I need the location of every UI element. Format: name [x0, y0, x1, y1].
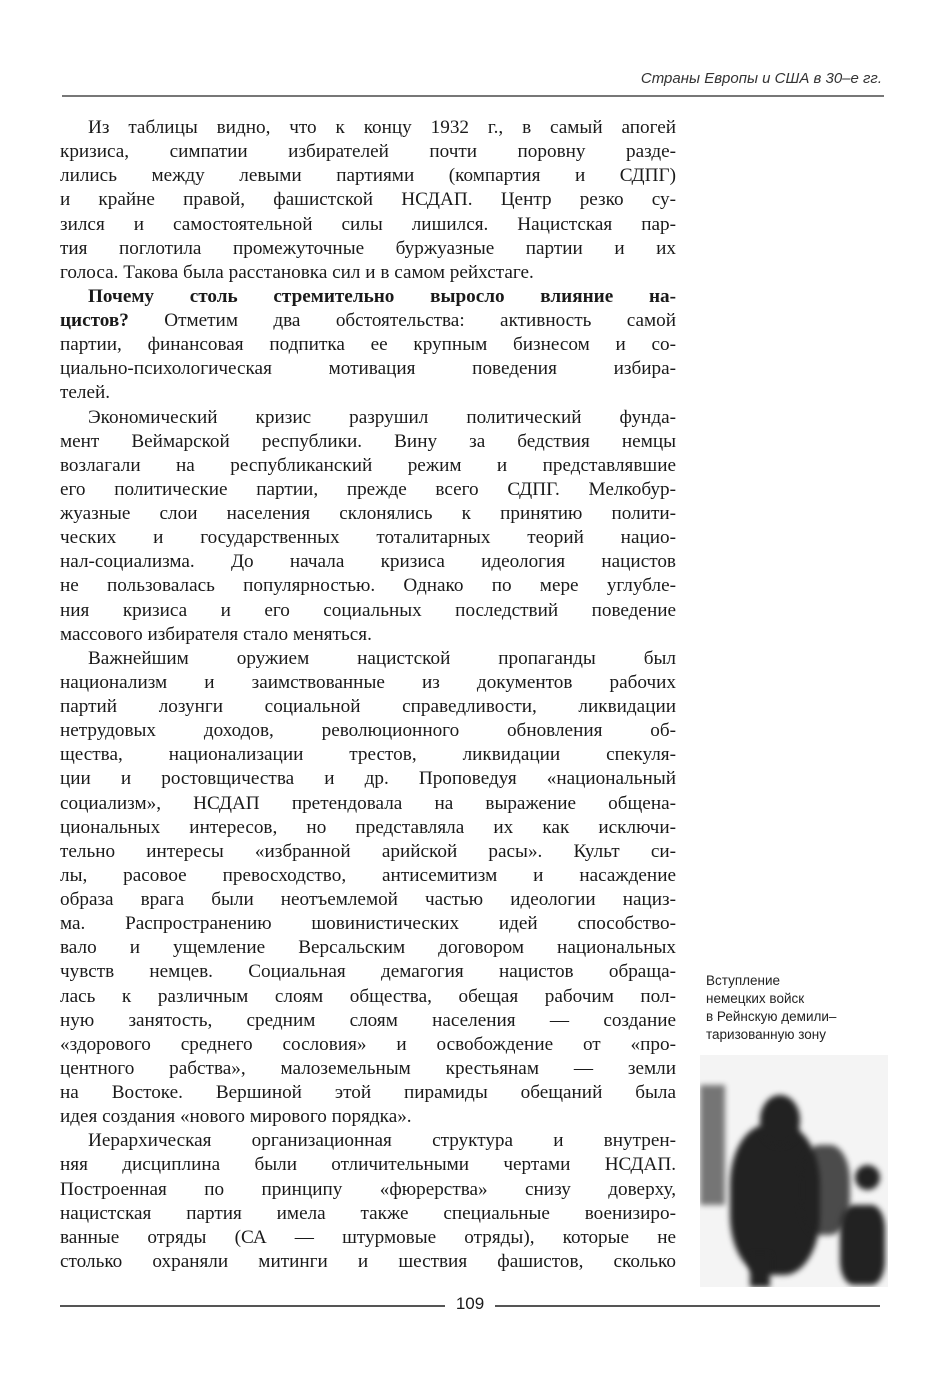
line-text: партий лозунги социальной справедливости, ликвидации — [60, 696, 676, 717]
line-text: голоса. Такова была расстановка сил и в самом рейхстаге. — [60, 261, 534, 283]
line-text: столько охраняли митинги и шествия фашистов, сколько — [60, 1250, 676, 1272]
text-line — [60, 960, 676, 984]
line-text: Важнейшим оружием нацистской пропаганды был — [88, 647, 676, 669]
text-line — [60, 1226, 676, 1250]
body-text — [60, 116, 676, 1274]
text-line — [60, 912, 676, 936]
line-text: телей. — [60, 382, 111, 404]
text-line — [60, 888, 676, 912]
text-line — [60, 1057, 676, 1081]
line-text: национализм и заимствованные из документов рабочих — [60, 671, 676, 693]
text-line — [60, 1202, 676, 1226]
bold-lead: цистов? — [60, 310, 129, 331]
text-line — [60, 381, 676, 405]
text-line — [60, 406, 676, 430]
text-line — [60, 623, 676, 647]
line-text: мент Веймарской республики. Вину за бедствия немцы — [60, 430, 676, 452]
caption-line: Вступление — [706, 973, 781, 988]
text-line — [60, 1081, 676, 1105]
footer-divider-right — [495, 1305, 880, 1307]
text-line — [60, 1033, 676, 1057]
text-line — [60, 550, 676, 574]
text-line — [60, 333, 676, 357]
text-line — [60, 188, 676, 212]
line-text: Иерархическая организационная структура и внутрен- — [88, 1130, 676, 1152]
text-line — [60, 816, 676, 840]
text-line — [60, 792, 676, 816]
text-line — [60, 936, 676, 960]
text-line — [60, 743, 676, 767]
line-text: ванные отряды (СА — штурмовые отряды), которые не — [60, 1226, 676, 1248]
line-text: лась к различным слоям общества, обещая рабочим пол- — [60, 985, 676, 1007]
text-line — [60, 1153, 676, 1177]
text-line — [60, 574, 676, 598]
line-text: Экономический кризис разрушил политический фунда- — [88, 406, 676, 428]
line-text: и крайне правой, фашистской НСДАП. Центр резко су- — [60, 189, 676, 211]
text-line — [60, 647, 676, 671]
photo-troops-rhineland — [700, 1055, 888, 1287]
line-text: Построенная по принципу «фюрерства» снизу доверху, — [60, 1178, 676, 1200]
text-line — [60, 357, 676, 381]
text-line — [60, 767, 676, 791]
text-line — [60, 864, 676, 888]
line-text: нацистская партия имела также специальные военизиро- — [60, 1202, 676, 1224]
line-text: чувств немцев. Социальная демагогия нацистов обраща- — [60, 961, 676, 983]
text-line — [60, 840, 676, 864]
line-text: ния кризиса и его социальных последствий поведение — [60, 599, 676, 621]
text-line — [60, 985, 676, 1009]
text-line — [60, 237, 676, 261]
line-text: ную занятость, средним слоям населения — создание — [60, 1009, 676, 1031]
text-line — [60, 1178, 676, 1202]
line-text: вало и ущемление Версальским договором национальных — [60, 937, 676, 959]
caption-line: таризованную зону — [706, 1027, 826, 1042]
line-text: центного рабства», малоземельным крестьянам — земли — [60, 1057, 676, 1079]
text-line — [60, 502, 676, 526]
photo-caption — [706, 972, 836, 1044]
header-divider — [62, 95, 884, 97]
text-line — [60, 478, 676, 502]
text-line — [60, 671, 676, 695]
line-text: лы, расовое превосходство, антисемитизм и насаждение — [60, 864, 676, 886]
text-line — [60, 599, 676, 623]
text-line — [60, 526, 676, 550]
line-text: тия поглотила промежуточные буржуазные партии и их — [60, 237, 676, 259]
text-line — [60, 695, 676, 719]
line-text: тельно интересы «избранной арийской расы». Культ си- — [60, 840, 676, 862]
line-text: циональных интересов, но представляла их как исключи- — [60, 816, 676, 838]
line-text: Отметим два обстоятельства: активность самой — [128, 310, 676, 331]
text-line — [60, 140, 676, 164]
footer-divider-left — [60, 1305, 445, 1307]
line-text: циально-психологическая мотивация поведения избира- — [60, 358, 676, 380]
line-text: нал-социализма. До начала кризиса идеология нацистов — [60, 551, 676, 573]
text-line — [60, 309, 676, 333]
line-text: лились между левыми партиями (компартия и СДПГ) — [60, 165, 676, 187]
line-text: возлагали на республиканский режим и представлявшие — [60, 454, 676, 476]
text-line — [60, 213, 676, 237]
line-text: зился и самостоятельной силы лишился. Нацистская пар- — [60, 213, 676, 235]
page-number: 109 — [455, 1294, 485, 1313]
line-text: ции и ростовщичества и др. Проповедуя «национальный — [60, 768, 676, 790]
text-line — [60, 285, 676, 309]
line-text: образа врага были неотъемлемой частью идеологии нациз- — [60, 889, 676, 910]
line-text: идея создания «нового мирового порядка». — [60, 1106, 412, 1128]
line-text: ма. Распространению шовинистических идей способство- — [60, 913, 676, 935]
caption-line: в Рейнскую демили– — [706, 1009, 837, 1024]
caption-line: немецких войск — [706, 991, 805, 1006]
line-text: партии, финансовая подпитка ее крупным бизнесом и со- — [60, 334, 676, 356]
line-text: «здорового среднего сословия» и освобождение от «про- — [60, 1033, 676, 1055]
text-line — [60, 1009, 676, 1033]
line-text: его политические партии, прежде всего СДПГ. Мелкобур- — [60, 478, 676, 500]
line-text: няя дисциплина были отличительными чертами НСДАП. — [60, 1154, 676, 1176]
line-text: щества, национализации трестов, ликвидации спекуля- — [60, 744, 676, 766]
line-text: нетрудовых доходов, революционного обновления об- — [60, 720, 676, 742]
text-line — [60, 454, 676, 478]
line-text: ческих и государственных тоталитарных теорий нацио- — [60, 527, 676, 549]
line-text: социализм», НСДАП претендовала на выражение общена- — [60, 792, 676, 814]
text-line — [60, 116, 676, 140]
line-text: не пользовалась популярностью. Однако по мере углубле- — [60, 575, 676, 597]
text-line — [60, 1105, 676, 1129]
line-text: массового избирателя стало меняться. — [60, 623, 372, 645]
line-text: кризиса, симпатии избирателей почти поровну разде- — [60, 141, 676, 163]
text-line — [60, 1250, 676, 1274]
text-line — [60, 261, 676, 285]
bold-lead: Почему столь стремительно выросло влияние на- — [88, 285, 676, 307]
line-text: на Востоке. Вершиной этой пирамиды обещаний была — [60, 1082, 676, 1103]
running-header: Страны Европы и США в 30–е гг. — [640, 70, 882, 87]
text-line — [60, 164, 676, 188]
line-text: жуазные слои населения склонялись к принятию полити- — [60, 503, 676, 524]
text-line — [60, 430, 676, 454]
line-text: Из таблицы видно, что к концу 1932 г., в самый апогей — [88, 117, 676, 138]
text-line — [60, 719, 676, 743]
text-line — [60, 1129, 676, 1153]
